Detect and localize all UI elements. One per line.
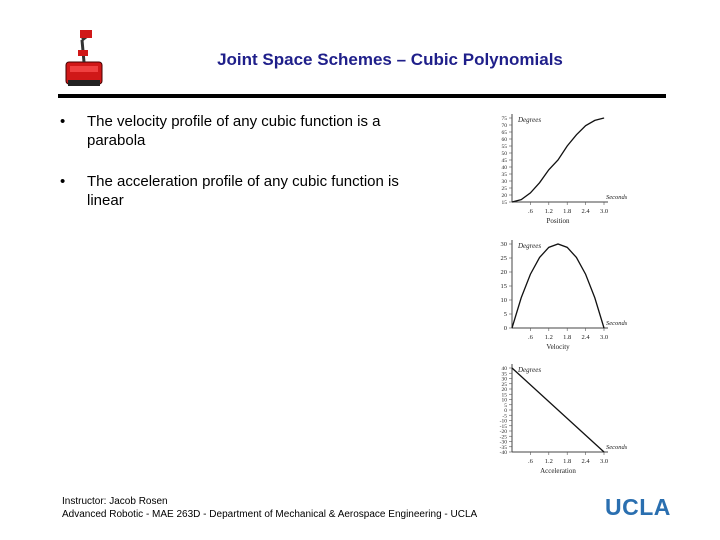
data-point	[512, 328, 513, 329]
y-tick-label: -20	[499, 429, 507, 436]
y-tick-label: 20	[501, 193, 507, 200]
data-point	[567, 146, 568, 147]
data-point	[604, 452, 605, 453]
y-tick-label: 10	[500, 297, 507, 305]
y-tick-label: 70	[501, 123, 507, 130]
y-tick-label: 20	[500, 269, 507, 277]
data-point	[521, 297, 522, 298]
x-tick-label: 1.2	[544, 334, 553, 341]
y-tick-label: 0	[503, 325, 507, 333]
x-unit-label: Seconds	[606, 194, 628, 201]
y-tick-label: -5	[502, 413, 507, 420]
data-point	[604, 328, 605, 329]
x-tick-label: 1.2	[544, 208, 553, 215]
y-tick-label: 15	[500, 283, 507, 291]
data-point	[512, 202, 513, 203]
y-tick-label: 35	[501, 371, 507, 378]
bullet-marker: •	[60, 113, 66, 130]
y-tick-label: 40	[501, 366, 507, 373]
data-point	[585, 274, 586, 275]
data-point	[549, 170, 550, 171]
x-tick-label: 1.8	[563, 334, 572, 341]
y-tick-label: 45	[501, 158, 507, 165]
y-tick-label: 30	[500, 241, 507, 249]
x-tick-label: 2.4	[581, 334, 590, 341]
y-tick-label: 15	[501, 200, 507, 207]
data-point	[539, 182, 540, 183]
y-tick-label: 40	[501, 165, 507, 172]
x-unit-label: Seconds	[606, 320, 628, 327]
footer	[62, 495, 477, 521]
y-tick-label: -15	[499, 423, 507, 430]
y-unit-label: Degrees	[518, 242, 542, 250]
x-tick-label: 3.0	[599, 208, 609, 215]
title-divider	[58, 94, 666, 98]
y-tick-label: 15	[501, 392, 507, 399]
slide-title: Joint Space Schemes – Cubic Polynomials	[217, 50, 563, 69]
x-tick-label: .6	[527, 334, 533, 341]
robot-arm-icon	[60, 28, 108, 90]
x-unit-label: Seconds	[606, 444, 628, 451]
ucla-logo: UCLA	[605, 494, 671, 520]
data-point	[558, 160, 559, 161]
data-point	[576, 135, 577, 136]
bullet-item	[60, 112, 460, 150]
y-tick-label: 60	[501, 137, 507, 144]
y-tick-label: -30	[499, 439, 507, 446]
y-tick-label: -40	[499, 450, 507, 457]
data-point	[530, 193, 531, 194]
x-tick-label: 1.8	[563, 458, 572, 465]
footer-course: Advanced Robotic - MAE 263D - Department of Mechanical & Aerospace Engineering - UCLA	[62, 509, 478, 520]
y-unit-label: Degrees	[518, 116, 542, 124]
bullet-text: The acceleration profile of any cubic function is linear	[87, 173, 399, 209]
y-unit-label: Degrees	[518, 366, 542, 374]
x-axis-label: Position	[546, 217, 570, 225]
data-point	[512, 368, 513, 369]
y-tick-label: 5	[503, 311, 507, 319]
y-tick-label: 50	[501, 151, 507, 158]
y-tick-label: 30	[501, 376, 507, 383]
y-tick-label: 10	[501, 397, 507, 404]
x-tick-label: 3.0	[599, 334, 609, 341]
bullet-list	[60, 112, 460, 232]
y-tick-label: 35	[501, 172, 507, 179]
y-tick-label: -35	[499, 444, 507, 451]
y-tick-label: 25	[501, 381, 507, 388]
x-tick-label: 2.4	[581, 208, 590, 215]
bullet-item	[60, 172, 460, 210]
x-tick-label: .6	[527, 458, 533, 465]
data-point	[595, 297, 596, 298]
y-tick-label: -25	[499, 434, 507, 441]
data-point	[549, 247, 550, 248]
x-axis-label: Acceleration	[540, 467, 576, 475]
y-tick-label: 55	[501, 144, 507, 151]
x-tick-label: 2.4	[581, 458, 590, 465]
x-tick-label: 1.8	[563, 208, 572, 215]
data-point	[539, 257, 540, 258]
x-tick-label: 3.0	[599, 458, 609, 465]
y-tick-label: 30	[501, 179, 507, 186]
data-point	[604, 118, 605, 119]
data-point	[567, 247, 568, 248]
y-tick-label: 0	[504, 408, 507, 415]
series-line	[512, 244, 604, 328]
x-axis-label: Velocity	[546, 343, 570, 351]
velocity-chart	[476, 236, 646, 352]
data-point	[576, 257, 577, 258]
y-tick-label: -10	[499, 418, 507, 425]
bullet-text: The velocity profile of any cubic function is a parabola	[87, 113, 381, 149]
footer-instructor: Instructor: Jacob Rosen	[62, 496, 168, 507]
data-point	[595, 120, 596, 121]
y-tick-label: 25	[500, 255, 507, 263]
data-point	[585, 125, 586, 126]
data-point	[558, 244, 559, 245]
data-point	[521, 199, 522, 200]
x-tick-label: 1.2	[544, 458, 553, 465]
y-tick-label: 5	[504, 402, 507, 409]
data-point	[530, 274, 531, 275]
y-tick-label: 20	[501, 387, 507, 394]
y-tick-label: 25	[501, 186, 507, 193]
acceleration-chart	[476, 360, 646, 476]
y-tick-label: 65	[501, 130, 507, 137]
position-chart	[476, 110, 646, 228]
y-tick-label: 75	[501, 116, 507, 123]
x-tick-label: .6	[527, 208, 533, 215]
series-line	[512, 368, 604, 452]
bullet-marker: •	[60, 173, 66, 190]
